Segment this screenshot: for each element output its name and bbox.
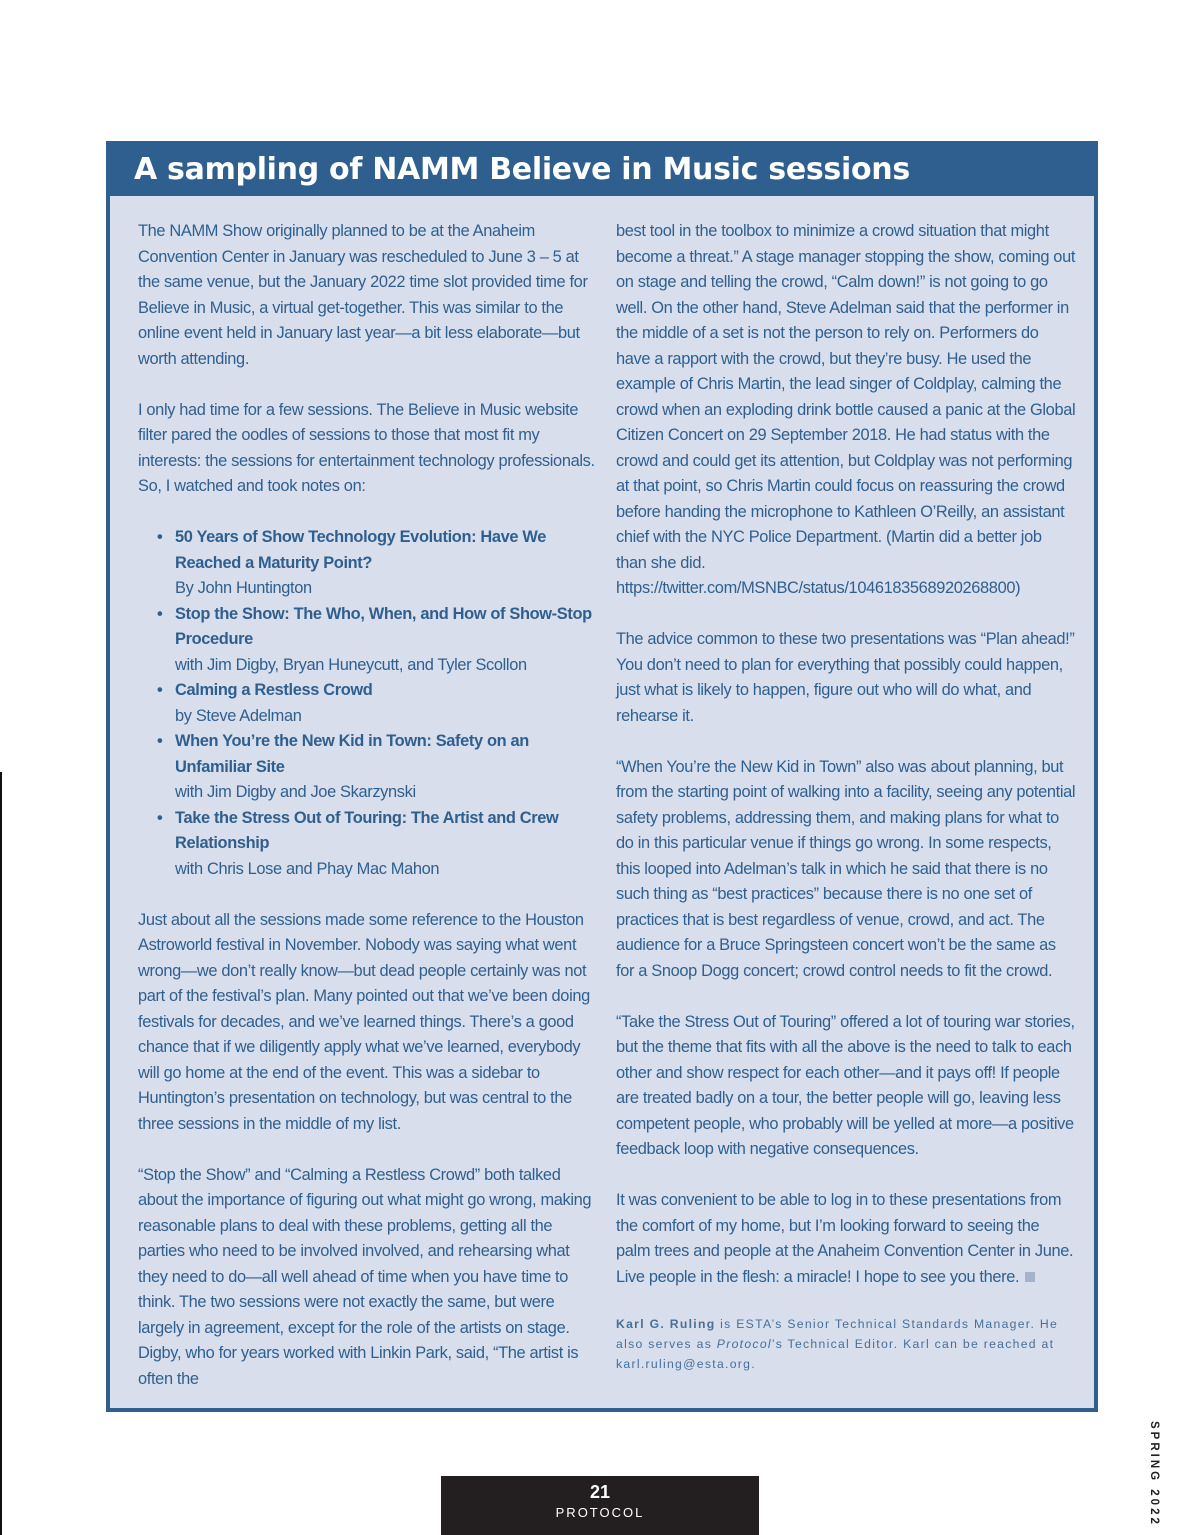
body-paragraph: The advice common to these two presentations was “Plan ahead!” You don’t need to plan for everything that possibly could happen, just what is likely to happen, figure out who will do what, and rehearse it. bbox=[616, 630, 1075, 725]
page-number: 21 bbox=[589, 1482, 611, 1502]
body-paragraph: best tool in the toolbox to minimize a crowd situation that might become a threat.” A stage manager stopping the show, coming out on stage and telling the crowd, “Calm down!” is not going to go well. On the other hand, Steve Adelman said that the performer in the middle of a set is not the person to rely on. Performers do have a rapport with the crowd, but they’re busy. He used the example of Chris Martin, the lead singer of Coldplay, calming the crowd when an exploding drink bottle caused a panic at the Global Citizen Concert on 29 September 2018. He had status with the crowd and could get its attention, but Coldplay was not performing at that point, so Chris Martin could focus on reassuring the crowd before handing the microphone to Kathleen O’Reilly, an assistant chief with the NYC Police Department. (Martin did a better job than she did. https://twitter.com/MSNBC/status/1046183568920268800) bbox=[616, 222, 1076, 597]
intro-paragraph: The NAMM Show originally planned to be at the Anaheim Convention Center in January was rescheduled to June 3 – 5 at the same venue, but the January 2022 time slot provided time for Believe in Music, a virtual get-together. This was similar to the online event held in January last year—a bit less elaborate—but worth attending. bbox=[138, 222, 588, 368]
closing-paragraph bbox=[616, 1188, 1076, 1290]
session-list bbox=[138, 525, 598, 882]
session-item bbox=[175, 602, 598, 679]
session-presenters: by Steve Adelman bbox=[175, 706, 302, 725]
right-column bbox=[616, 219, 1076, 1374]
session-item bbox=[175, 678, 598, 729]
bio-publication: Protocol bbox=[716, 1337, 772, 1351]
intro-paragraph: I only had time for a few sessions. The Believe in Music website filter pared the oodles of sessions to those that most fit my interests: the sessions for entertainment technology professionals. So, I watched and took notes on: bbox=[138, 400, 595, 495]
author-name: Karl G. Ruling bbox=[616, 1317, 716, 1331]
body-paragraph: “Take the Stress Out of Touring” offered a lot of touring war stories, but the theme that fits with all the above is the need to talk to each other and show respect for each other—and it pays off! If people are treated badly on a tour, the better people will go, leaving less competent people, who probably will be yelled at more—a positive feedback loop with negative consequences. bbox=[616, 1012, 1075, 1158]
session-item bbox=[175, 729, 598, 806]
session-presenters: with Jim Digby, Bryan Huneycutt, and Tyler Scollon bbox=[175, 655, 527, 674]
bio-text: is ESTA’s Senior Technical Standards Manager. He also serves as bbox=[616, 1317, 1059, 1351]
session-title: • Calming a Restless Crowd bbox=[175, 681, 373, 699]
body-paragraph: “When You’re the New Kid in Town” also was about planning, but from the starting point of walking into a facility, seeing any potential safety problems, addressing them, and making plans for what to do in this particular venue if things go wrong. In some respects, this looped into Adelman’s talk in which he said that there is no such thing as “best practices” because there is no one set of practices that is best regardless of venue, crowd, and act. The audience for a Bruce Springsteen concert won’t be the same as for a Snoop Dogg concert; crowd control needs to fit the crowd. bbox=[616, 757, 1076, 980]
issue-label: SPRING 2022 bbox=[1148, 1421, 1160, 1527]
body-paragraph: “Stop the Show” and “Calming a Restless Crowd” both talked about the importance of figuring out what might go wrong, making reasonable plans to deal with these problems, getting all the parties who need to be involved involved, and rehearsing what they need to do—all well ahead of time when you have time to think. The two sessions were not exactly the same, but were largely in agreement, except for the role of the artists on stage. Digby, who for years worked with Linkin Park, said, “The artist is often the bbox=[138, 1165, 592, 1388]
session-item bbox=[175, 525, 598, 602]
session-presenters: with Jim Digby and Joe Skarzynski bbox=[175, 783, 416, 801]
session-title: • 50 Years of Show Technology Evolution: Have We Reached a Maturity Point? bbox=[175, 528, 546, 572]
session-title: • Stop the Show: The Who, When, and How of Show-Stop Procedure bbox=[175, 604, 592, 648]
session-presenters: By John Huntington bbox=[175, 579, 312, 597]
session-title: • Take the Stress Out of Touring: The Artist and Crew Relationship bbox=[175, 808, 559, 852]
body-paragraph: Just about all the sessions made some reference to the Houston Astroworld festival in November. Nobody was saying what went wrong—we don’t really know—but dead people certainly was not part of the festival’s plan. Many pointed out that we’ve been doing festivals for decades, and we’ve learned things. There’s a good chance that if we diligently apply what we’ve learned, everybody will go home at the end of the event. This was a sidebar to Huntington’s presentation on technology, but was central to the three sessions in the middle of my list. bbox=[138, 910, 590, 1133]
session-title: • When You’re the New Kid in Town: Safety on an Unfamiliar Site bbox=[175, 732, 529, 776]
sidebar-box bbox=[106, 141, 1098, 1412]
author-bio bbox=[616, 1314, 1076, 1374]
page-footer bbox=[441, 1476, 759, 1535]
sidebar-title: A sampling of NAMM Believe in Music sessions bbox=[134, 152, 910, 187]
bio-text: ’s Technical Editor. Karl can be reached at karl.ruling@esta.org. bbox=[616, 1337, 1055, 1371]
session-presenters: with Chris Lose and Phay Mac Mahon bbox=[175, 859, 440, 878]
session-item bbox=[175, 806, 598, 883]
closing-text: It was convenient to be able to log in to these presentations from the comfort of my home, but I’m looking forward to seeing the palm trees and people at the Anaheim Convention Center in June. Live people in the flesh: a miracle! I hope to see you there. bbox=[616, 1191, 1074, 1286]
sidebar-header bbox=[110, 145, 1094, 196]
end-of-article-mark bbox=[1025, 1272, 1035, 1282]
publication-name: PROTOCOL bbox=[555, 1505, 645, 1520]
left-column bbox=[138, 219, 598, 1392]
page-edge-rule bbox=[0, 772, 2, 1535]
